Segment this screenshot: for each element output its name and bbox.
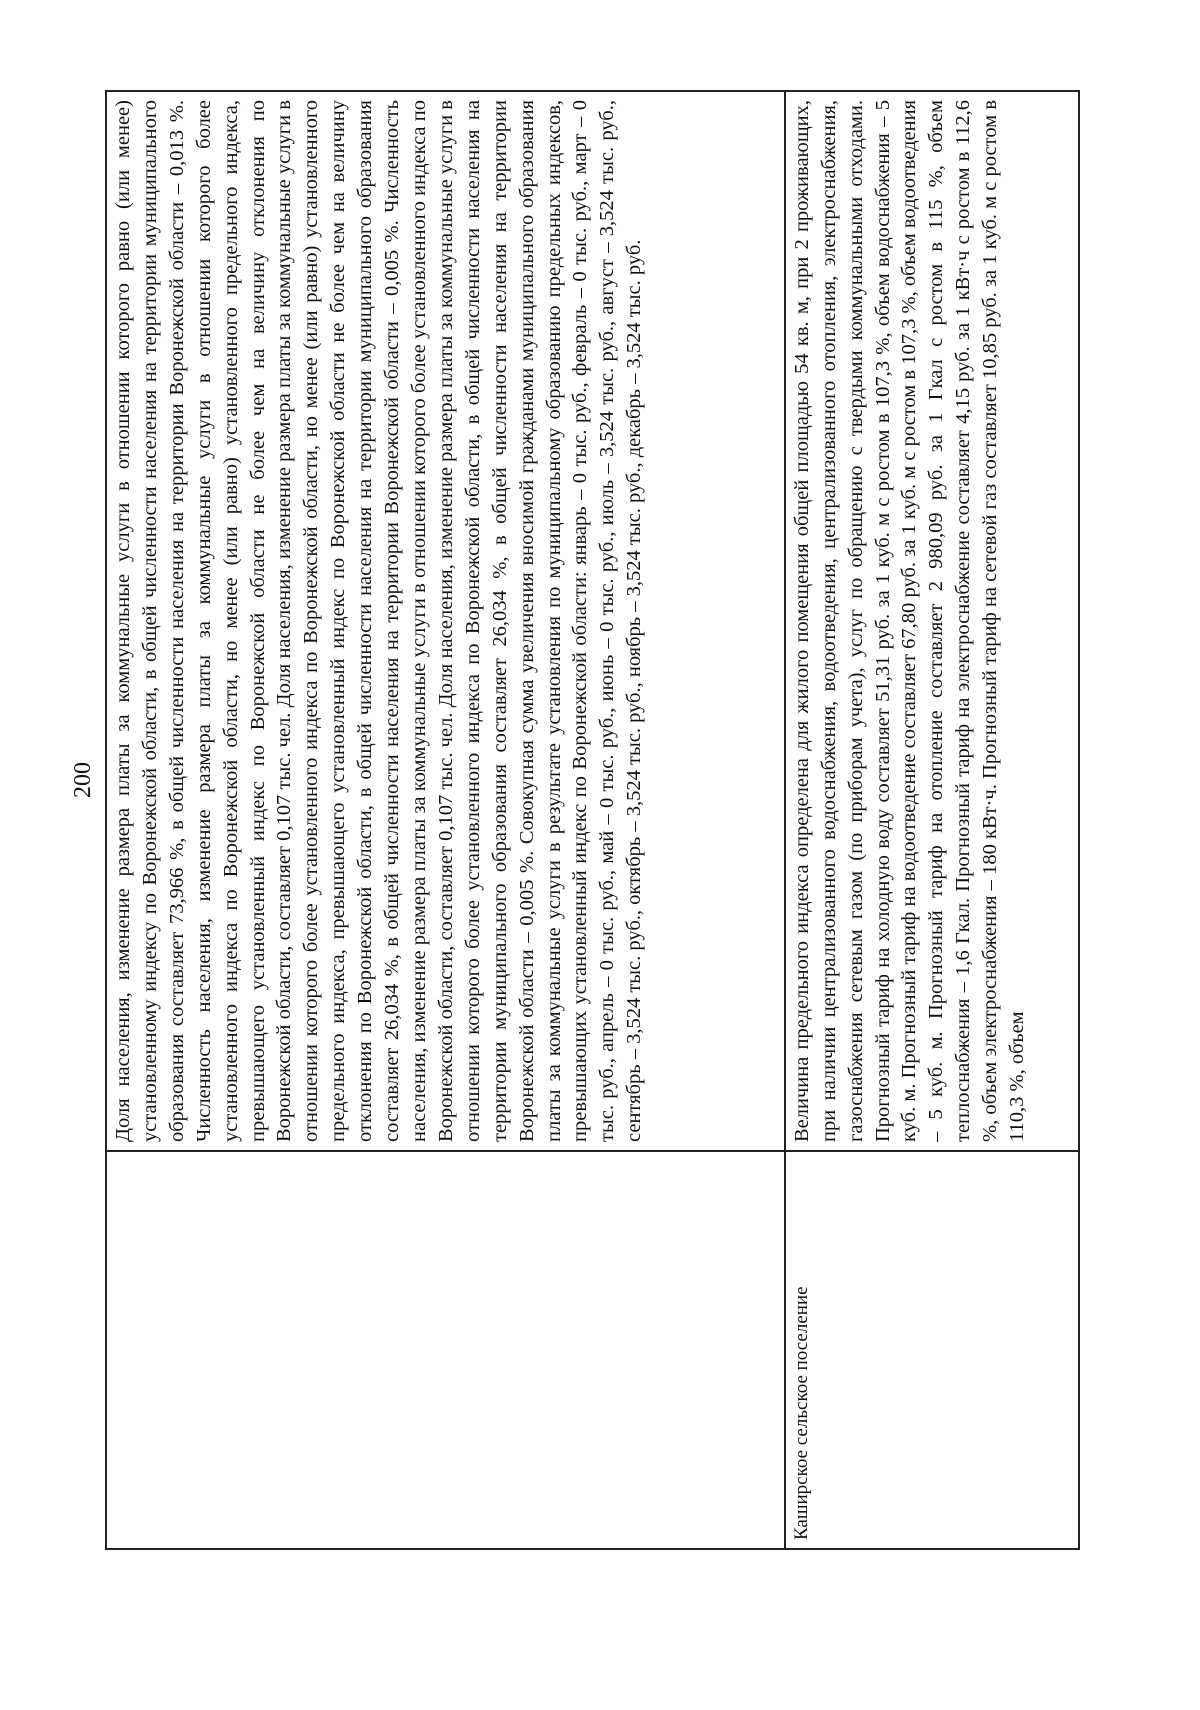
table-row (785, 91, 1079, 1549)
rotated-table-container (105, 90, 1080, 1550)
tariff-table (105, 90, 1080, 1550)
municipality-cell: Каширское сельское поселение (785, 1151, 1079, 1549)
municipality-cell (106, 1151, 785, 1549)
description-cell (785, 91, 1079, 1151)
page-number: 200 (70, 762, 96, 798)
description-text: Величина предельного индекса определена для жилого помещения общей площадью 54 кв. м, при 2 проживающих, при наличии централизованного водоснабжения, водоотведения, централизованного отопления, электроснабжения, газоснабжения сетевым газом (по приборам учета), услуг по обращению с твердыми коммунальными отходами. Прогнозный тариф на холодную воду составляет 51,31 руб. за 1 куб. м с ростом в 107,3 %, объем водоснабжения – 5 куб. м. Прогнозный тариф на водоотведение составляет 67,80 руб. за 1 куб. м с ростом в 107,3 %, объем водоотведения – 5 куб. м. Прогнозный тариф на отопление составляет 2 980,09 руб. за 1 Гкал с ростом в 115 %, объем теплоснабжения – 1,6 Гкал. Прогнозный тариф на электроснабжение составляет 4,15 руб. за 1 кВт·ч с ростом в 112,6 %, объем электроснабжения – 180 кВт·ч. Прогнозный тариф на сетевой газ составляет 10,85 руб. за 1 куб. м с ростом в 110,3 %, объем (790, 100, 1029, 1142)
description-text: Доля населения, изменение размера платы за коммунальные услуги в отношении которого равно (или менее) установленному индексу по Воронежской области, в общей численности населения на территории муниципального образования составляет 73,966 %, в общей численности населения на территории Воронежской области – 0,013 %. Численность населения, изменение размера платы за коммунальные услуги в отношении которого более установленного индекса по Воронежской области, но менее (или равно) установленного предельного индекса, превышающего установленный индекс по Воронежской области не более чем на величину отклонения по Воронежской области, составляет 0,107 тыс. чел. Доля населения, изменение размера платы за коммунальные услуги в отношении которого более установленного индекса по Воронежской области, но менее (или равно) установленного предельного индекса, превышающего установленный индекс по Воронежской области не более чем на величину отклонения по Воронежской области, в общей численности населения на территории муниципального образования составляет 26,034 %, в общей численности населения на территории Воронежской области – 0,005 %. Численность населения, изменение размера платы за коммунальные услуги в отношении которого более установленного индекса по Воронежской области, составляет 0,107 тыс. чел. Доля населения, изменение размера платы за коммунальные услуги в отношении которого более установленного индекса по Воронежской области, в общей численности населения на территории муниципального образования составляет 26,034 %, в общей численности населения на территории Воронежской области – 0,005 %. Совокупная сумма увеличения вносимой гражданами муниципального образования платы за коммунальные услуги в результате установления по муниципальному образованию предельных индексов, превышающих установленный индекс по Воронежской области: январь – 0 тыс. руб., февраль – 0 тыс. руб., март – 0 тыс. руб., апрель – 0 тыс. руб., май – 0 тыс. руб., июнь – 0 тыс. руб., июль – 3,524 тыс. руб., август – 3,524 тыс. руб., сентябрь – 3,524 тыс. руб., октябрь – 3,524 тыс. руб., ноябрь – 3,524 тыс. руб., декабрь – 3,524 тыс. руб. (112, 100, 646, 1142)
table-row (106, 91, 785, 1549)
description-cell (106, 91, 785, 1151)
